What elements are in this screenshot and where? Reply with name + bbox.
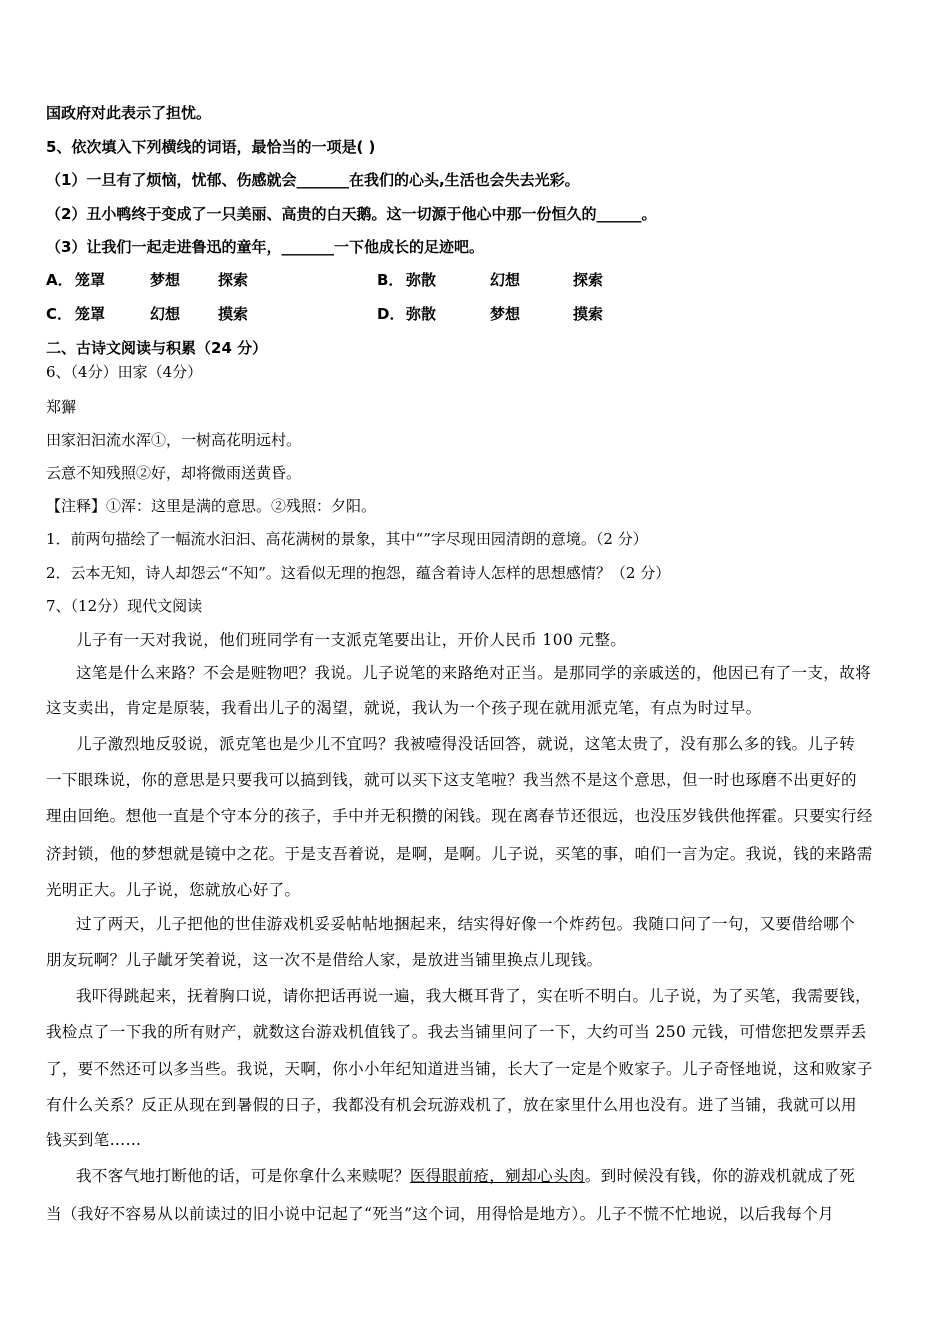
q7-text-line: 儿子有一天对我说，他们班同学有一支派克笔要出让，开价人民币 100 元整。 [76, 631, 627, 649]
q7-text-line: 当（我好不容易从以前读过的旧小说中记起了“死当”这个词，用得恰是地方）。儿子不慌不忙地说，以后我每个月 [46, 1205, 835, 1223]
q7-text-line: 一下眼珠说，你的意思是只要我可以搞到钱，就可以买下这支笔啦？我当然不是这个意思，但一时也琢磨不出更好的 [46, 771, 857, 789]
q6-note: 【注释】①浑：这里是满的意思。②残照：夕阳。 [46, 497, 377, 515]
option-d-letter: D． [377, 305, 405, 323]
option-d-word-3: 摸索 [573, 305, 604, 323]
option-a-letter: A． [46, 271, 73, 289]
q4-tail-line: 国政府对此表示了担忧。 [46, 104, 212, 122]
option-a-word-2: 梦想 [150, 271, 181, 289]
q7-text-line: 有什么关系？反正从现在到暑假的日子，我都没有机会玩游戏机了，放在家里什么用也没有。进了当铺，我就可以用 [46, 1096, 857, 1114]
option-a-word-3: 探索 [218, 271, 249, 289]
q6-poem-line-1: 田家汩汩流水浑①，一树高花明远村。 [46, 431, 302, 449]
q5-stem: 5、依次填入下列横线的词语，最恰当的一项是( ) [46, 138, 376, 156]
option-d-word-1: 弥散 [406, 305, 437, 323]
q6-subquestion-2: 2．云本无知，诗人却怨云“不知”。这看似无理的抱怨，蕴含着诗人怎样的思想感情？（2 分） [46, 564, 671, 582]
q7-text-line: 了，要不然还可以多当些。我说，天啊，你小小年纪知道进当铺，长大了一定是个败家子。儿子奇怪地说，这和败家子 [46, 1060, 873, 1078]
underlined-idiom: 医得眼前疮，剜却心头肉 [409, 1167, 585, 1185]
q6-poem-line-2: 云意不知残照②好，却将微雨送黄昏。 [46, 464, 302, 482]
q7-text-line: 理由回绝。想他一直是个守本分的孩子，手中并无积攒的闲钱。现在离春节还很远，也没压岁钱供他挥霍。只要实行经 [46, 807, 873, 825]
q7-line-16-post: 。到时候没有钱，你的游戏机就成了死 [584, 1167, 856, 1185]
q7-text-line: 钱买到笔…… [46, 1131, 142, 1149]
q5-sentence-2: （2）丑小鸭终于变成了一只美丽、高贵的白天鹅。这一切源于他心中那一份恒久的______。 [46, 205, 657, 223]
q7-text-line: 济封锁，他的梦想就是镜中之花。于是支吾着说，是啊，是啊。儿子说，买笔的事，咱们一言为定。我说，钱的来路需 [46, 845, 873, 863]
q7-text-line: 光明正大。儿子说，您就放心好了。 [46, 881, 301, 899]
q6-poem-author: 郑獬 [46, 398, 77, 416]
q7-text-line: 这支卖出，肯定是原装，我看出儿子的渴望，就说，我认为一个孩子现在就用派克笔，有点为时过早。 [46, 699, 762, 717]
option-c-word-1: 笼罩 [75, 305, 106, 323]
q7-header: 7、（12分）现代文阅读 [46, 597, 203, 615]
section-2-title: 二、古诗文阅读与积累（24 分） [46, 339, 268, 357]
q6-subquestion-1: 1．前两句描绘了一幅流水汩汩、高花满树的景象，其中“”字尽现田园清朗的意境。（2 分） [46, 530, 648, 548]
q7-text-line-with-quote [76, 1166, 855, 1186]
option-c-letter: C． [46, 305, 73, 323]
option-a-word-1: 笼罩 [75, 271, 106, 289]
q7-text-line: 朋友玩啊？儿子龇牙笑着说，这一次不是借给人家，是放进当铺里换点儿现钱。 [46, 951, 603, 969]
q7-text-line: 我检点了一下我的所有财产，就数这台游戏机值钱了。我去当铺里问了一下，大约可当 250 元钱，可惜您把发票弄丢 [46, 1023, 867, 1041]
q7-text-line: 儿子激烈地反驳说，派克笔也是少儿不宜吗？我被噎得没话回答，就说，这笔太贵了，没有那么多的钱。儿子转 [76, 735, 856, 753]
q5-sentence-1: （1）一旦有了烦恼，忧郁、伤感就会_______在我们的心头,生活也会失去光彩。 [46, 171, 580, 189]
q7-text-line: 过了两天，儿子把他的世佳游戏机妥妥帖帖地捆起来，结实得好像一个炸药包。我随口问了一句，又要借给哪个 [76, 915, 856, 933]
option-b-word-3: 探索 [573, 271, 604, 289]
option-b-word-1: 弥散 [406, 271, 437, 289]
q5-sentence-3: （3）让我们一起走进鲁迅的童年，_______一下他成长的足迹吧。 [46, 238, 484, 256]
q7-line-16-pre: 我不客气地打断他的话，可是你拿什么来赎呢？ [76, 1167, 410, 1185]
option-b-letter: B． [377, 271, 404, 289]
q7-text-line: 我吓得跳起来，抚着胸口说，请你把话再说一遍，我大概耳背了，实在听不明白。儿子说，为了买笔，我需要钱， [76, 987, 872, 1005]
option-c-word-3: 摸索 [218, 305, 249, 323]
option-d-word-2: 梦想 [490, 305, 521, 323]
option-c-word-2: 幻想 [150, 305, 181, 323]
q6-header: 6、（4分）田家（4分） [46, 363, 203, 381]
option-b-word-2: 幻想 [490, 271, 521, 289]
q7-text-line: 这笔是什么来路？不会是赃物吧？我说。儿子说笔的来路绝对正当。是那同学的亲戚送的，他因已有了一支，故将 [76, 664, 872, 682]
